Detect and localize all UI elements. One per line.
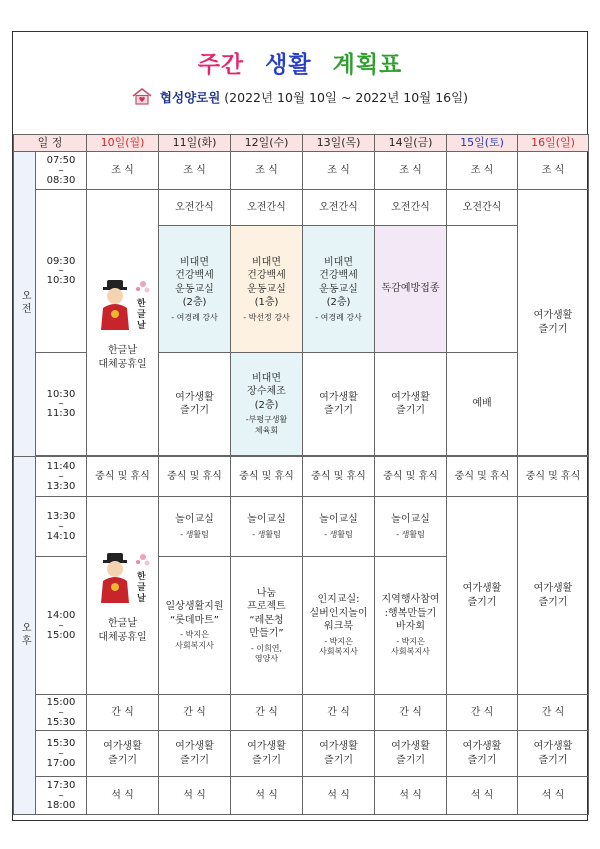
snack-cell: 오전간식: [159, 190, 231, 226]
activity-cell: 여가생활 즐기기: [447, 731, 518, 777]
date-range: (2022년 10월 10일 ~ 2022년 10월 16일): [224, 90, 469, 105]
activity-cell: 여가생활 즐기기: [159, 353, 231, 456]
activity-cell: 비대면 건강백세 운동교실 (1층) - 박선정 강사: [231, 226, 303, 353]
activity-cell: 지역행사참여 :행복만들기 바자회 - 박지은 사회복지사: [375, 557, 447, 695]
activity-cell: 놀이교실 - 생활팀: [231, 497, 303, 557]
time-cell: 11:40 ~ 13:30: [36, 457, 87, 497]
svg-text:글: 글: [136, 310, 146, 320]
svg-text:날: 날: [136, 321, 146, 331]
meal-cell: 조 식: [231, 152, 303, 190]
meal-cell: 석 식: [231, 777, 303, 815]
table-row: [14, 497, 589, 557]
meal-cell: 석 식: [447, 777, 518, 815]
holiday-cell: [87, 497, 159, 695]
day-header: 11일(화): [159, 135, 231, 152]
activity-cell: 비대면 건강백세 운동교실 (2층) - 여경례 강사: [159, 226, 231, 353]
meal-cell: 석 식: [518, 777, 589, 815]
subtitle: [0, 88, 600, 106]
table-row: [14, 457, 589, 497]
snack-cell: 간 식: [303, 695, 375, 731]
page-title: [0, 46, 600, 79]
day-header: 13일(목): [303, 135, 375, 152]
snack-cell: 간 식: [159, 695, 231, 731]
table-row: [14, 190, 589, 226]
meal-cell: 중식 및 휴식: [518, 457, 589, 497]
schedule-table: [13, 134, 589, 815]
activity-cell: 비대면 건강백세 운동교실 (2층) - 여경례 강사: [303, 226, 375, 353]
meal-cell: 조 식: [87, 152, 159, 190]
time-cell: 14:00 ~ 15:00: [36, 557, 87, 695]
meal-cell: 중식 및 휴식: [375, 457, 447, 497]
meal-cell: 조 식: [375, 152, 447, 190]
time-cell: 17:30 ~ 18:00: [36, 777, 87, 815]
time-cell: 07:50 ~ 08:30: [36, 152, 87, 190]
snack-cell: 간 식: [447, 695, 518, 731]
holiday-desc: 대체공휴일: [98, 358, 147, 370]
holiday-desc: 대체공휴일: [98, 631, 147, 643]
svg-text:한: 한: [136, 572, 146, 582]
meal-cell: 중식 및 휴식: [87, 457, 159, 497]
header-row: [14, 135, 589, 152]
activity-cell: 여가생활 즐기기: [303, 353, 375, 456]
meal-cell: 석 식: [375, 777, 447, 815]
table-row: [14, 777, 589, 815]
meal-cell: 중식 및 휴식: [159, 457, 231, 497]
activity-cell: 놀이교실 - 생활팀: [303, 497, 375, 557]
meal-cell: 석 식: [159, 777, 231, 815]
header-label: 일 정: [14, 135, 87, 152]
activity-cell: 독감예방접종: [375, 226, 447, 353]
activity-cell: 여가생활 즐기기: [231, 731, 303, 777]
activity-cell: 나눔 프로젝트 “레몬청 만들기” - 이희연, 영양사: [231, 557, 303, 695]
activity-cell: 여가생활 즐기기: [159, 731, 231, 777]
day-header: 10일(월): [87, 135, 159, 152]
holiday-name: 한글날: [108, 618, 137, 629]
table-row: [14, 695, 589, 731]
house-icon: [132, 88, 152, 105]
time-cell: 15:30 ~ 17:00: [36, 731, 87, 777]
svg-text:한: 한: [136, 299, 146, 309]
meal-cell: 조 식: [303, 152, 375, 190]
snack-cell: 간 식: [231, 695, 303, 731]
table-row: [14, 731, 589, 777]
day-header: 16일(일): [518, 135, 589, 152]
holiday-cell: [87, 190, 159, 456]
snack-cell: 간 식: [375, 695, 447, 731]
title-part-2: 생활: [265, 52, 312, 78]
activity-cell: 여가생활 즐기기: [518, 190, 589, 456]
activity-cell: 여가생활 즐기기: [375, 731, 447, 777]
activity-cell: 비대면 장수체조 (2층) -부평구생활 체육회: [231, 353, 303, 456]
king-illustration-icon: [91, 547, 155, 611]
holiday-name: 한글날: [108, 345, 137, 356]
activity-cell: 예배: [447, 353, 518, 456]
snack-cell: 간 식: [87, 695, 159, 731]
activity-cell: 인지교실: 실버인지놀이 워크북 - 박지은 사회복지사: [303, 557, 375, 695]
section-am: 오 전: [14, 152, 36, 457]
snack-cell: 오전간식: [375, 190, 447, 226]
activity-cell: 일상생활지원 “롯데마트” - 박지은 사회복지사: [159, 557, 231, 695]
org-name: 협성양로원: [159, 90, 221, 105]
snack-cell: 오전간식: [303, 190, 375, 226]
meal-cell: 중식 및 휴식: [303, 457, 375, 497]
meal-cell: 석 식: [87, 777, 159, 815]
meal-cell: 조 식: [159, 152, 231, 190]
activity-cell: 여가생활 즐기기: [303, 731, 375, 777]
table-row: [14, 152, 589, 190]
activity-cell: 여가생활 즐기기: [87, 731, 159, 777]
snack-cell: 오전간식: [231, 190, 303, 226]
activity-cell: 여가생활 즐기기: [518, 497, 589, 695]
time-cell: 09:30 ~ 10:30: [36, 190, 87, 353]
time-cell: 15:00 ~ 15:30: [36, 695, 87, 731]
time-cell: 10:30 ~ 11:30: [36, 353, 87, 456]
activity-cell: 여가생활 즐기기: [375, 353, 447, 456]
activity-cell: 여가생활 즐기기: [518, 731, 589, 777]
meal-cell: 석 식: [303, 777, 375, 815]
snack-cell: 오전간식: [447, 190, 518, 226]
activity-cell: 놀이교실 - 생활팀: [159, 497, 231, 557]
activity-cell: 여가생활 즐기기: [447, 497, 518, 695]
time-cell: 13:30 ~ 14:10: [36, 497, 87, 557]
day-header: 12일(수): [231, 135, 303, 152]
snack-cell: 간 식: [518, 695, 589, 731]
king-illustration-icon: [91, 274, 155, 338]
day-header: 14일(금): [375, 135, 447, 152]
svg-text:날: 날: [136, 594, 146, 604]
title-part-1: 주간: [197, 52, 245, 78]
section-pm: 오 후: [14, 457, 36, 815]
activity-cell: 놀이교실 - 생활팀: [375, 497, 447, 557]
title-part-3: 계획표: [332, 52, 403, 78]
meal-cell: 중식 및 휴식: [447, 457, 518, 497]
svg-text:글: 글: [136, 583, 146, 593]
day-header: 15일(토): [447, 135, 518, 152]
meal-cell: 조 식: [518, 152, 589, 190]
meal-cell: 중식 및 휴식: [231, 457, 303, 497]
meal-cell: 조 식: [447, 152, 518, 190]
